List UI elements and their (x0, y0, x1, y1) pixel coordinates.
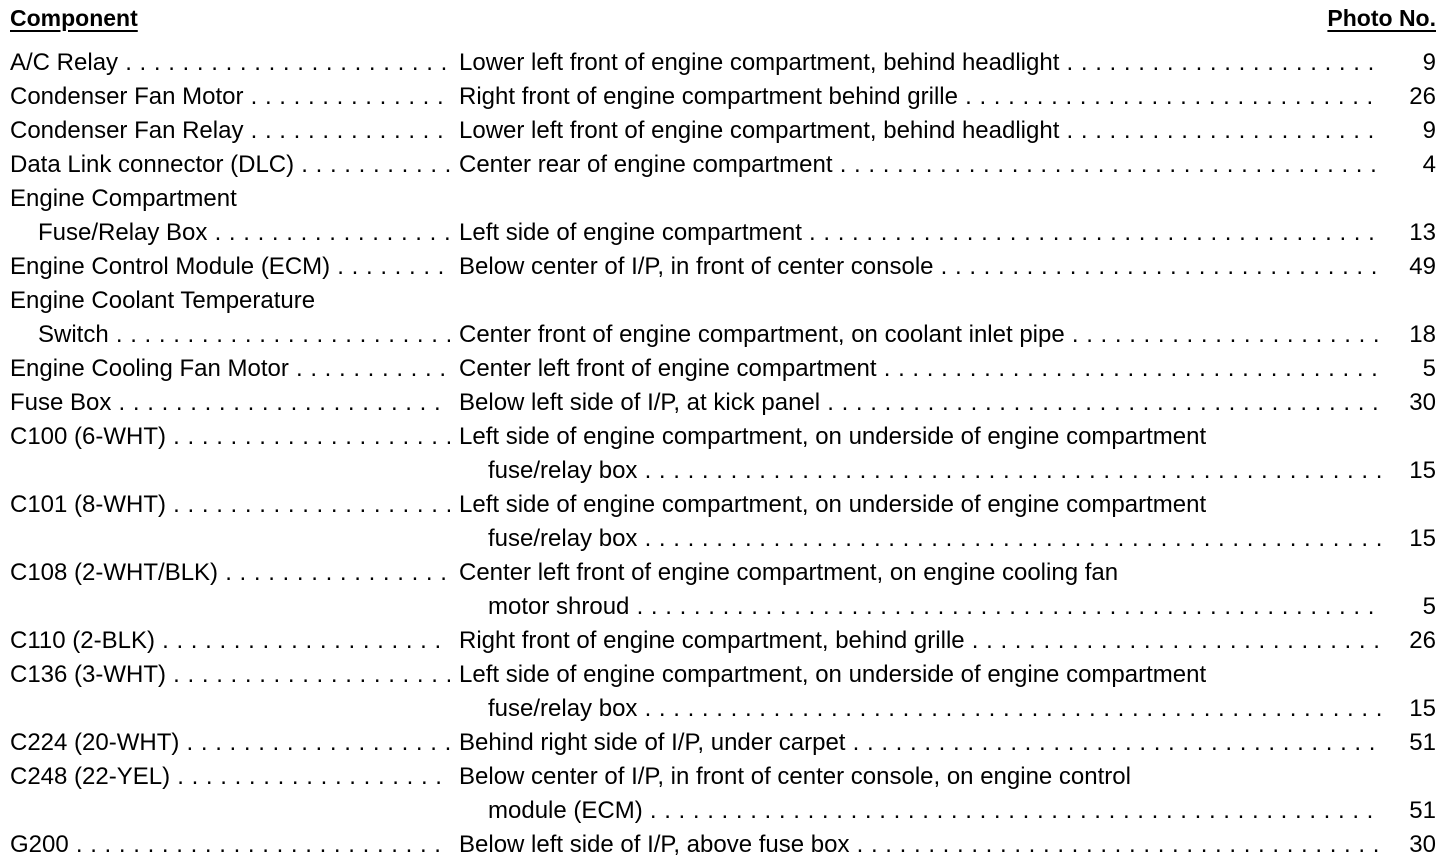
entry-line (10, 182, 1436, 216)
entry-line (10, 692, 1436, 726)
photo-number: 15 (1386, 522, 1436, 556)
component-name: Data Link connector (DLC) . . . (10, 148, 450, 182)
entry-line (10, 522, 1436, 556)
photo-number: 30 (1386, 828, 1436, 862)
component-location: Below center of I/P, in front of center console, on engine control (459, 763, 1131, 790)
entry-line (10, 794, 1436, 828)
photo-number-column-header: Photo No. (1327, 5, 1436, 31)
entry-line (10, 148, 1436, 182)
component-name: Engine Cooling Fan Motor . . . (10, 352, 450, 386)
photo-number: 15 (1386, 454, 1436, 488)
component-name: A/C Relay . . . (10, 46, 450, 80)
entry-line (10, 80, 1436, 114)
component-location: Right front of engine compartment, behind grille . . . (459, 624, 1382, 658)
component-location: Left side of engine compartment, on underside of engine compartment (459, 491, 1207, 518)
photo-number: 13 (1386, 216, 1436, 250)
component-location: Center left front of engine compartment . . . (459, 352, 1382, 386)
component-location: Left side of engine compartment, on underside of engine compartment (459, 661, 1207, 688)
entry-line (10, 488, 1436, 522)
entry-line (10, 624, 1436, 658)
component-entry (10, 182, 1436, 250)
component-entry (10, 114, 1436, 148)
component-name: Condenser Fan Relay . . . (10, 114, 450, 148)
component-entry (10, 556, 1436, 624)
component-name: Condenser Fan Motor . . . (10, 80, 450, 114)
component-name: Engine Compartment (10, 185, 237, 212)
component-location: Below left side of I/P, at kick panel . . . (459, 386, 1382, 420)
component-name: G200 . . . (10, 828, 450, 862)
component-entry (10, 488, 1436, 556)
component-location: fuse/relay box . . . (488, 454, 1382, 488)
component-entry (10, 80, 1436, 114)
component-location: Left side of engine compartment . . . (459, 216, 1382, 250)
component-location: Center front of engine compartment, on coolant inlet pipe . . . (459, 318, 1382, 352)
component-entry (10, 386, 1436, 420)
entry-line (10, 828, 1436, 862)
photo-number: 9 (1386, 46, 1436, 80)
component-name: C100 (6-WHT) . . . (10, 420, 450, 454)
photo-number: 51 (1386, 726, 1436, 760)
entry-line (10, 114, 1436, 148)
component-name: Engine Coolant Temperature (10, 287, 316, 314)
entry-line (10, 318, 1436, 352)
component-entry (10, 828, 1436, 862)
component-entry (10, 352, 1436, 386)
table-header (10, 3, 1436, 37)
component-name: Switch . . . (10, 318, 450, 352)
component-location: Left side of engine compartment, on underside of engine compartment (459, 423, 1207, 450)
component-column-header: Component (10, 5, 138, 31)
entry-line (10, 46, 1436, 80)
component-location: motor shroud . . . (488, 590, 1382, 624)
component-location: Lower left front of engine compartment, behind headlight . . . (459, 114, 1382, 148)
component-entry (10, 284, 1436, 352)
component-location: Below center of I/P, in front of center console . . . (459, 250, 1382, 284)
entry-line (10, 250, 1436, 284)
entry-line (10, 284, 1436, 318)
photo-number: 5 (1386, 590, 1436, 624)
component-location: fuse/relay box . . . (488, 692, 1382, 726)
photo-number: 5 (1386, 352, 1436, 386)
component-name: Fuse/Relay Box . . . (10, 216, 450, 250)
entry-line (10, 590, 1436, 624)
component-location: fuse/relay box . . . (488, 522, 1382, 556)
component-entry (10, 250, 1436, 284)
component-name: C101 (8-WHT) . . . (10, 488, 450, 522)
component-name: C110 (2-BLK) . . . (10, 624, 450, 658)
component-location: module (ECM) . . . (488, 794, 1382, 828)
photo-number: 4 (1386, 148, 1436, 182)
component-location: Right front of engine compartment behind grille . . . (459, 80, 1382, 114)
entry-line (10, 760, 1436, 794)
photo-number: 9 (1386, 114, 1436, 148)
entry-line (10, 726, 1436, 760)
component-entry (10, 726, 1436, 760)
component-location: Below left side of I/P, above fuse box . . . (459, 828, 1382, 862)
entry-line (10, 420, 1436, 454)
photo-number: 26 (1386, 624, 1436, 658)
photo-number: 51 (1386, 794, 1436, 828)
component-list (10, 46, 1436, 862)
photo-number: 30 (1386, 386, 1436, 420)
photo-number: 26 (1386, 80, 1436, 114)
component-entry (10, 420, 1436, 488)
component-location: Lower left front of engine compartment, behind headlight . . . (459, 46, 1382, 80)
component-location: Behind right side of I/P, under carpet . . . (459, 726, 1382, 760)
entry-line (10, 454, 1436, 488)
entry-line (10, 216, 1436, 250)
entry-line (10, 556, 1436, 590)
component-location: Center left front of engine compartment, on engine cooling fan (459, 559, 1119, 586)
component-name: C136 (3-WHT) . . . (10, 658, 450, 692)
component-name: C248 (22-YEL) . . . (10, 760, 450, 794)
photo-number: 18 (1386, 318, 1436, 352)
entry-line (10, 658, 1436, 692)
component-name: Engine Control Module (ECM) . . . (10, 250, 450, 284)
photo-number: 49 (1386, 250, 1436, 284)
photo-number: 15 (1386, 692, 1436, 726)
component-name: Fuse Box . . . (10, 386, 450, 420)
component-entry (10, 148, 1436, 182)
component-name: C224 (20-WHT) . . . (10, 726, 450, 760)
component-entry (10, 760, 1436, 828)
component-entry (10, 658, 1436, 726)
component-name: C108 (2-WHT/BLK) . . . (10, 556, 450, 590)
component-location: Center rear of engine compartment . . . (459, 148, 1382, 182)
component-entry (10, 624, 1436, 658)
entry-line (10, 352, 1436, 386)
entry-line (10, 386, 1436, 420)
component-entry (10, 46, 1436, 80)
